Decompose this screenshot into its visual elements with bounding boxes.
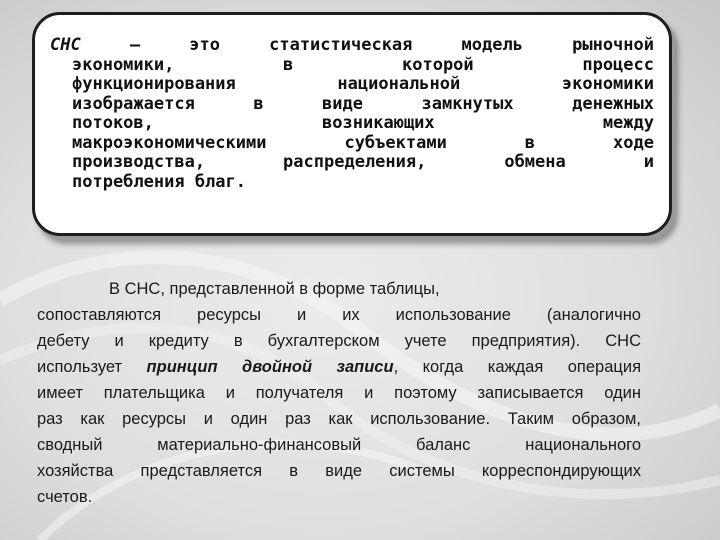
paragraph-line: имеет плательщика и получателя и поэтому записывается один [37,384,641,402]
paragraph-line: использует принцип двойной записи, когда каждая операция [37,358,642,376]
paragraph-line: дебету и кредиту в бухгалтерском учете предприятия). СНС [37,332,641,350]
paragraph-line: счетов. [37,488,93,506]
definition-line: потребления благ. [72,171,246,192]
definition-line: функционирования национальной экономики [72,74,654,94]
paragraph-line: раз как ресурсы и один раз как использование. Таким образом, [37,410,641,428]
definition-text [50,36,654,192]
definition-line: изображается в виде замкнутых денежных [72,93,654,114]
paragraph-line: сопоставляются ресурсы и их использование (аналогично [37,306,641,324]
definition-line: экономики, в которой процесс [72,54,654,75]
double-entry-principle: принцип двойной записи [146,358,394,376]
paragraph-line: В СНС, представленной в форме таблицы, [109,280,440,298]
paragraph-line: сводный материально-финансовый баланс национального [37,436,641,454]
body-paragraph [37,276,641,510]
definition-line: производства, распределения, обмена и [72,152,654,172]
paragraph-line: хозяйства представляется в виде системы корреспондирующих [37,462,641,480]
definition-line: СНС – это статистическая модель рыночной [50,35,654,55]
definition-line: потоков, возникающих между [72,113,654,133]
definition-term: СНС [50,35,81,55]
definition-line: макроэкономическими субъектами в ходе [72,132,654,153]
